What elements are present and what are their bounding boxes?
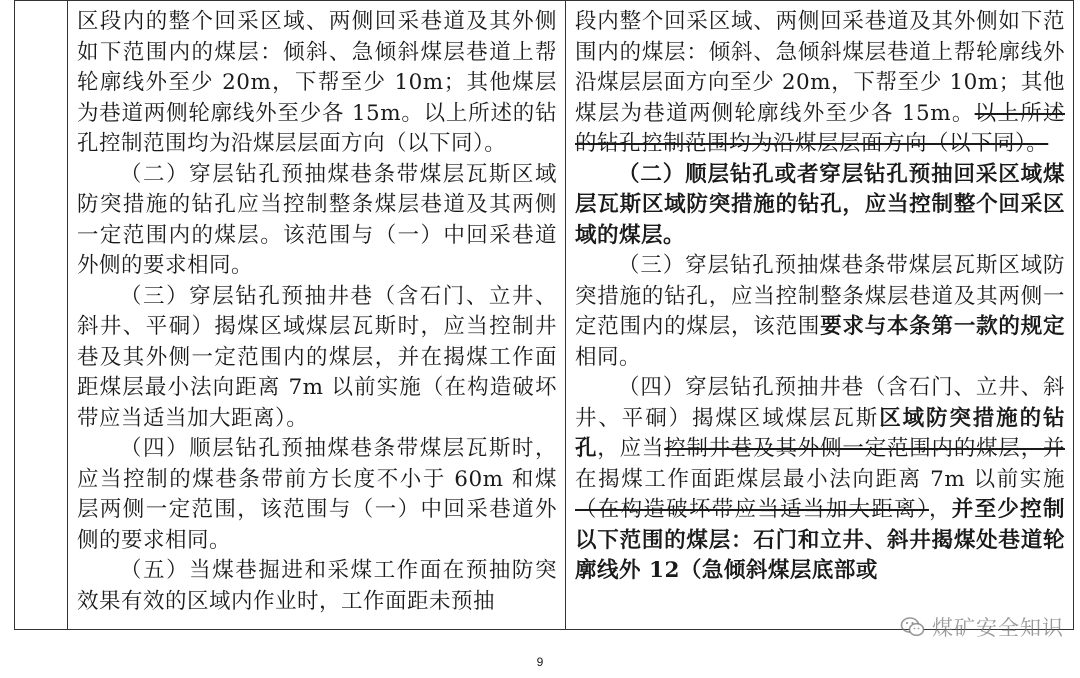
added-text: 区域防突措施的钻孔 (575, 405, 1065, 461)
original-paragraph-3: （三）穿层钻孔预抽井巷（含石门、立井、斜井、平硐）揭煤区域煤层瓦斯时，应当控制井巷及其外侧一定范围内的煤层，并在揭煤工作面距煤层最小法向距离 7m 以前实施（在构造破坏带应当适当加大距离）。 (77, 283, 557, 431)
deleted-text: （在构造破坏带应当适当加大距离） (575, 497, 929, 522)
comparison-table (14, 0, 1074, 630)
revised-text: 相同。 (575, 344, 642, 370)
original-paragraph-5: （五）当煤巷掘进和采煤工作面在预抽防突效果有效的区域内作业时，工作面距未预抽 (77, 558, 557, 614)
revised-text: （三）穿层钻孔预抽煤巷条带煤层瓦斯区域防突措施的钻孔，应当控制整条煤层巷道及其两侧一定范围内的煤层，该范围 (575, 253, 1065, 339)
revised-text: ， (928, 497, 952, 522)
revised-text-cell (566, 1, 1074, 630)
added-text: 要求与本条第一款的规定 (820, 314, 1065, 339)
revised-paragraph-4 (575, 373, 1065, 587)
watermark (900, 612, 1064, 642)
deleted-text: 以上所述的钻孔控制范围均为沿煤层层面方向（以下同）。 (575, 100, 1065, 156)
added-text: 并至少控制以下范围的煤层：石门和立井、斜井揭煤处巷道轮廓线外 12（急倾斜煤层底部或 (575, 497, 1065, 583)
revised-paragraph-3 (575, 251, 1065, 373)
revised-paragraph-2: （二）顺层钻孔或者穿层钻孔预抽回采区域煤层瓦斯区域防突措施的钻孔，应当控制整个回采区域的煤层。 (575, 161, 1065, 248)
revised-text: ，应当 (597, 436, 665, 461)
watermark-text: 煤矿安全知识 (932, 616, 1064, 640)
wechat-icon (900, 614, 926, 640)
original-text-cell (68, 1, 566, 630)
revised-paragraph-1 (575, 7, 1065, 160)
deleted-text: 控制井巷及其外侧一定范围内的煤层，并 (664, 436, 1065, 461)
revised-text: 段内整个回采区域、两侧回采巷道及其外侧如下范围内的煤层：倾斜、急倾斜煤层巷道上帮轮廓线外沿煤层层面方向至少 20m，下帮至少 10m；其他煤层为巷道两侧轮廓线外至少各 15m。 (575, 9, 1065, 126)
revised-text: （四）穿层钻孔预抽井巷（含石门、立井、斜井、平硐）揭煤区域煤层瓦斯 (575, 375, 1065, 431)
original-paragraph-2: （二）穿层钻孔预抽煤巷条带煤层瓦斯区域防突措施的钻孔应当控制整条煤层巷道及其两侧一定范围内的煤层。该范围与（一）中回采巷道外侧的要求相同。 (77, 161, 557, 278)
original-paragraph-1: 区段内的整个回采区域、两侧回采巷道及其外侧如下范围内的煤层：倾斜、急倾斜煤层巷道上帮轮廓线外至少 20m，下帮至少 10m；其他煤层为巷道两侧轮廓线外至少各 15m。以上所述的钻孔控制范围均为沿煤层层面方向（以下同）。 (77, 9, 557, 156)
original-paragraph-4: （四）顺层钻孔预抽煤巷条带煤层瓦斯时，应当控制的煤巷条带前方长度不小于 60m 和煤层两侧一定范围，该范围与（一）中回采巷道外侧的要求相同。 (77, 436, 557, 553)
table-row (15, 1, 1074, 630)
row-number-cell (15, 1, 68, 630)
revised-text: 在揭煤工作面距煤层最小法向距离 7m 以前实施 (575, 466, 1065, 492)
page-number: 9 (536, 655, 544, 669)
